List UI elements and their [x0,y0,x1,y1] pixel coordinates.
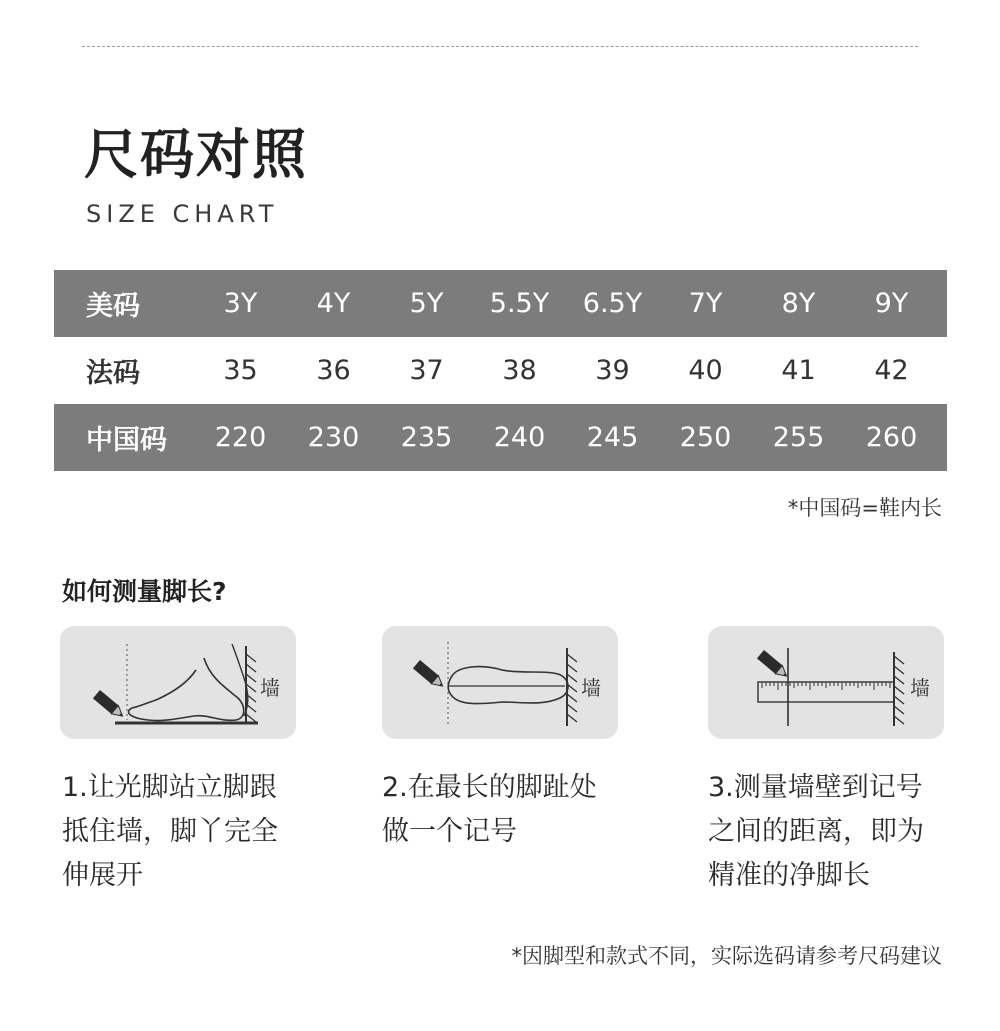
size-cell: 245 [586,422,639,453]
footer-note: *因脚型和款式不同，实际选码请参考尺码建议 [511,944,942,968]
pencil-icon [413,660,446,690]
size-cell: 38 [502,355,537,386]
step3-text [708,766,924,898]
ruler-icon [708,626,944,739]
size-cell: 41 [781,355,816,386]
size-cell: 39 [595,355,630,386]
size-cell: 235 [400,422,453,453]
step-line: 抵住墙，脚丫完全 [62,816,278,847]
size-cell: 36 [316,355,351,386]
row-label: 美码 [86,291,140,322]
size-row-us [54,270,947,337]
size-cell: 4Y [316,288,351,319]
row-label: 中国码 [86,425,167,456]
pencil-icon [757,650,790,680]
step-line: 伸展开 [62,860,143,891]
size-cell: 8Y [781,288,816,319]
size-cell: 35 [223,355,258,386]
page-subtitle: SIZE CHART [86,200,279,228]
step-line: 精准的净脚长 [708,860,870,891]
step2-illustration [382,626,618,739]
wall-label: 墙 [910,676,930,700]
page-title: 尺码对照 [84,123,308,186]
size-cell: 230 [307,422,360,453]
step1-text [62,766,278,898]
size-cell: 6.5Y [582,288,643,319]
step-line: 3.测量墙壁到记号 [708,772,923,803]
step-line: 2.在最长的脚趾处 [382,772,597,803]
step1-illustration [60,626,296,739]
row-label: 法码 [86,358,140,389]
wall-label: 墙 [581,676,601,700]
size-cell: 3Y [223,288,258,319]
size-cell: 5.5Y [489,288,550,319]
size-table [54,270,947,471]
size-cell: 40 [688,355,723,386]
step3-illustration [708,626,944,739]
size-cell: 9Y [874,288,909,319]
step-line: 之间的距离，即为 [708,816,924,847]
size-cell: 5Y [409,288,444,319]
size-row-eu [54,337,947,404]
size-cell: 250 [679,422,732,453]
top-divider [82,46,918,47]
size-cell: 240 [493,422,546,453]
size-cell: 220 [214,422,267,453]
size-note: *中国码=鞋内长 [787,496,942,520]
size-cell: 37 [409,355,444,386]
size-cell: 260 [865,422,918,453]
size-cell: 255 [772,422,825,453]
howto-title: 如何测量脚长? [62,577,227,606]
size-cell: 7Y [688,288,723,319]
step-line: 做一个记号 [382,816,517,847]
step-line: 1.让光脚站立脚跟 [62,772,277,803]
pencil-icon [93,690,126,720]
step2-text [382,766,597,854]
wall-label: 墙 [260,676,280,700]
size-row-cn [54,404,947,471]
size-cell: 42 [874,355,909,386]
